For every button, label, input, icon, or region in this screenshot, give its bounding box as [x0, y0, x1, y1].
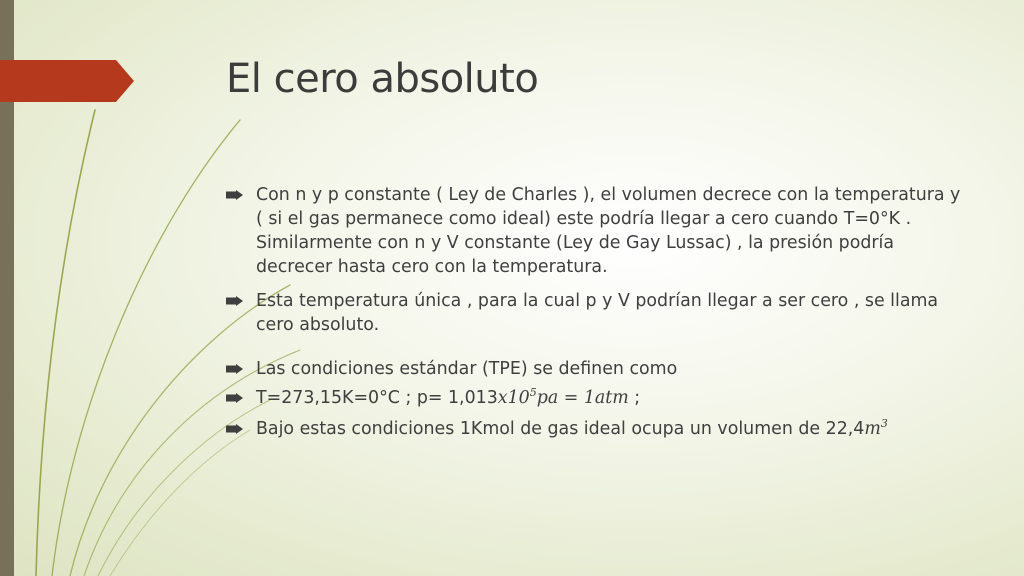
bullet-item — [226, 417, 966, 441]
math-expression — [498, 388, 629, 408]
bullet-suffix: ; — [628, 388, 641, 408]
arrow-bullet-icon — [226, 364, 243, 374]
math-base: x10 — [497, 388, 530, 408]
bullet-text: Con n y p constante ( Ley de Charles ), el volumen decrece con la temperatura y ( si el gas permanece como ideal) este podría llegar a cero cuando T=0°K . Similarmente con n y V constante (Ley de Gay Lussac) , la presión podría decrecer hasta cero con la temperatura. — [256, 185, 961, 277]
slide-title: El cero absoluto — [226, 56, 539, 102]
bullet-list — [226, 183, 966, 441]
math-unit: pa — [536, 388, 559, 408]
title-accent-flag — [0, 60, 134, 102]
math-value: 1atm — [583, 388, 629, 408]
arrow-bullet-icon — [226, 424, 243, 434]
bullet-text: Las condiciones estándar (TPE) se definen como — [256, 359, 678, 379]
math-expression — [864, 419, 888, 439]
bullet-item — [226, 357, 966, 381]
bullet-item — [226, 289, 966, 337]
math-exponent: 3 — [880, 417, 888, 430]
bullet-item — [226, 183, 966, 279]
arrow-bullet-icon — [226, 296, 243, 306]
bullet-text: T=273,15K=0°C ; p= 1,013 — [256, 388, 498, 408]
bullet-text: Esta temperatura única , para la cual p y V podrían llegar a ser cero , se llama cero absoluto. — [256, 291, 939, 335]
bullet-text: Bajo estas condiciones 1Kmol de gas ideal ocupa un volumen de 22,4 — [256, 419, 865, 439]
math-exponent: 5 — [529, 386, 537, 399]
math-unit: m — [864, 419, 881, 439]
bullet-item — [226, 386, 966, 410]
math-equals: = — [558, 388, 584, 408]
arrow-bullet-icon — [226, 190, 243, 200]
arrow-bullet-icon — [226, 393, 243, 403]
